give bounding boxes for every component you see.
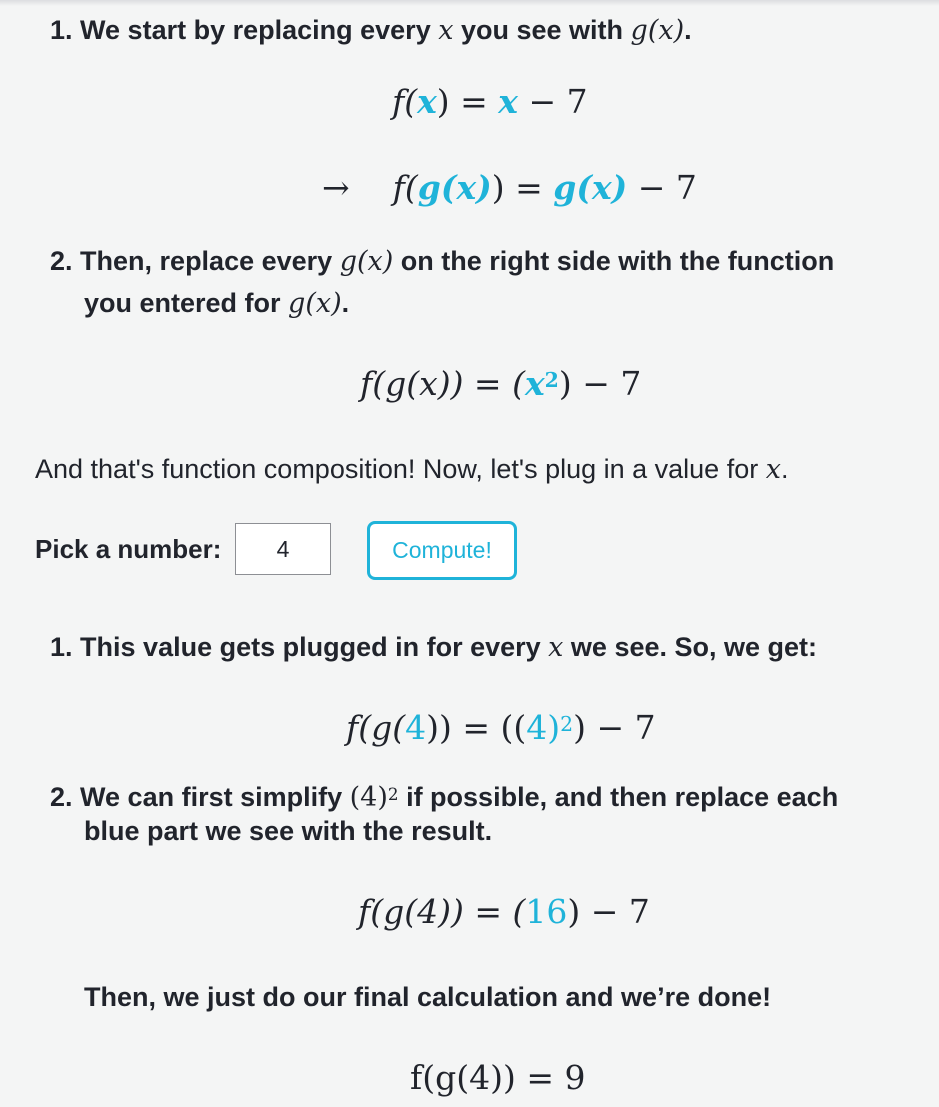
- final-calculation-text: Then, we just do our final calculation and we’re done!: [84, 982, 772, 1012]
- equation-f-of-g-substitution: → f(g(x)) = g(x) − 7: [322, 168, 697, 207]
- step-1-instruction: 1. We start by replacing every x you see with g(x).: [50, 15, 692, 46]
- pick-number-label: Pick a number:: [35, 534, 222, 564]
- equation-composition-result: $f(g(x)) = (x^2) - 7$: [360, 364, 642, 403]
- equation-f-of-x: f(x) = x − 7: [392, 82, 588, 121]
- equation-simplified: f(g(4)) = (16) − 7: [358, 892, 650, 931]
- equation-plugged-in: $f(g(4)) = ((4)^2) - 7$: [346, 708, 656, 747]
- equation-final-result: f(g(4)) = 9: [410, 1058, 586, 1097]
- step-2-instruction: 2. Then, replace every g(x) on the right side with the function: [50, 246, 835, 277]
- step-2-instruction-cont: you entered for g(x).: [84, 288, 350, 319]
- number-input[interactable]: [235, 523, 331, 575]
- simplify-step-2-cont: blue part we see with the result.: [84, 816, 493, 846]
- top-divider: [0, 0, 939, 6]
- simplify-step-2: 2. We can first simplify $(4)^2$ if possible, and then replace each: [50, 782, 839, 813]
- plug-in-step-1: 1. This value gets plugged in for every x we see. So, we get:: [50, 632, 818, 663]
- compute-button[interactable]: Compute!: [367, 521, 517, 580]
- arrow-icon: →: [322, 168, 350, 207]
- composition-summary-text: And that's function composition! Now, let's plug in a value for x.: [35, 454, 789, 485]
